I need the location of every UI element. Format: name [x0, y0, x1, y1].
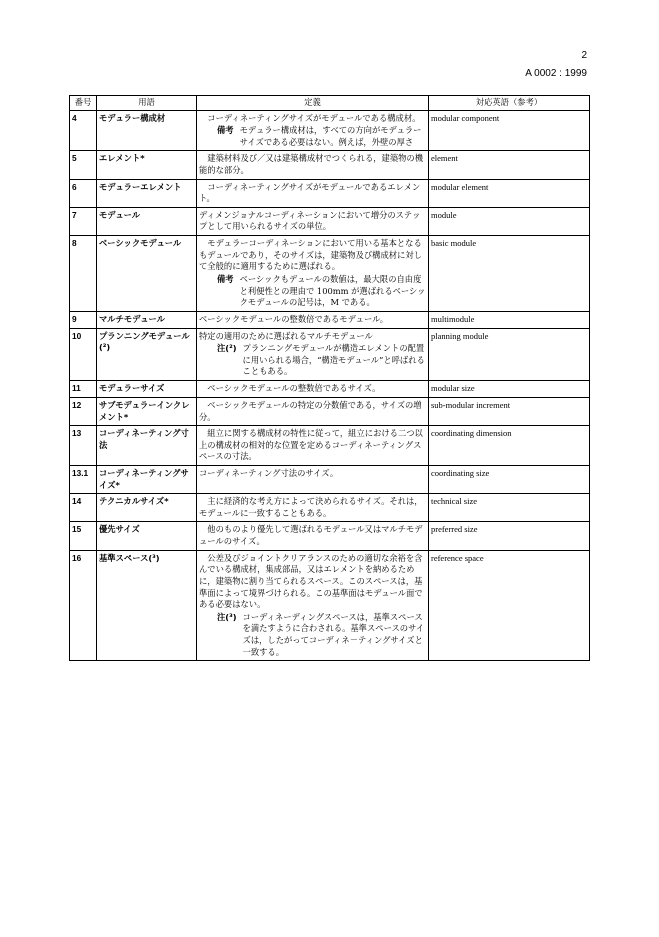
definition-text: 公差及びジョイントクリアランスのための適切な余裕を含んでいる構成材，集成部品，又はエレメントを納めるために，建築物に割り当てられるスペース。このスペースは，基準面によって境界づけられる。この基準面はモデュール面である必要はない。 [199, 552, 423, 610]
note-text: プランニングモデュールが構造エレメントの配置に用いられる場合，“構造モデュール”と呼ばれることもある。 [242, 343, 425, 377]
row-english: coordinating dimension [429, 426, 590, 466]
row-definition [197, 426, 429, 466]
definition-text: ディメンジョナルコーディネーションにおいて増分のステップとして用いられるサイズの単位。 [199, 209, 421, 232]
definition-text: コーディネーティングサイズがモデュールであるエレメント。 [199, 181, 421, 204]
row-number: 10 [70, 328, 97, 380]
table-row [70, 494, 590, 522]
table-row [70, 311, 590, 328]
table-row [70, 381, 590, 398]
row-term: ベーシックモデュール [97, 236, 197, 312]
row-definition [197, 522, 429, 550]
row-english: module [429, 207, 590, 235]
definition-text: コーディネーティングサイズがモデュールである構成材。 [199, 112, 421, 123]
row-term: 優先サイズ [97, 522, 197, 550]
row-number: 15 [70, 522, 97, 550]
row-definition [197, 236, 429, 312]
row-definition [197, 494, 429, 522]
row-definition [197, 328, 429, 380]
row-number: 16 [70, 550, 97, 660]
row-definition [197, 179, 429, 207]
row-term: モデュラー構成材 [97, 110, 197, 151]
row-definition [197, 397, 429, 425]
row-definition [197, 207, 429, 235]
table-row [70, 110, 590, 151]
row-term: モデュラーエレメント [97, 179, 197, 207]
row-term: 基準スペース(³) [97, 550, 197, 660]
row-term: コーディネーティング寸法 [97, 426, 197, 466]
definition-text: 建築材料及び／又は建築構成材でつくられる，建築物の機能的な部分。 [199, 153, 424, 176]
note-label: 備考 [217, 273, 234, 284]
row-term: サブモデュラーインクレメント* [97, 397, 197, 425]
table-row [70, 426, 590, 466]
table-row [70, 550, 590, 660]
row-number: 11 [70, 381, 97, 398]
row-term: エレメント* [97, 151, 197, 179]
row-term: プランニングモデュール(²) [97, 328, 197, 380]
definition-text: ベーシックモデュールの特定の分数値である，サイズの増分。 [199, 399, 422, 422]
row-definition [197, 151, 429, 179]
row-english: modular element [429, 179, 590, 207]
row-number: 14 [70, 494, 97, 522]
definition-text: 主に経済的な考え方によって決められるサイズ。それは，モデュールに一致することもある。 [199, 496, 423, 518]
row-english: coordinating size [429, 466, 590, 494]
row-english: basic module [429, 236, 590, 312]
note-label: 注(²) [217, 343, 237, 354]
row-english: sub-modular increment [429, 397, 590, 425]
table-body [70, 110, 590, 661]
table-row [70, 328, 590, 380]
header-number: 番号 [70, 96, 97, 111]
note-text: モデュラー構成材は，すべての方向がモデュラーサイズである必要はない。例えば，外壁の厚さ [239, 125, 422, 147]
row-english: reference space [429, 550, 590, 660]
definition-note [199, 343, 426, 378]
note-text: コーディネーディングスペースは，基準スペースを満たすように合わされる。基準スペースのサイズは，したがってコーディネ－ティングサイズと一致する。 [242, 611, 425, 657]
row-english: planning module [429, 328, 590, 380]
row-definition [197, 110, 429, 151]
definition-text: ベーシックモデュールの整数倍であるサイズ。 [199, 383, 381, 394]
row-number: 9 [70, 311, 97, 328]
row-number: 12 [70, 397, 97, 425]
page-number: 2 [581, 50, 587, 61]
definition-text: ベーシックモデュールの整数倍であるモデュール。 [199, 313, 389, 324]
table-row [70, 522, 590, 550]
terms-table [69, 95, 590, 661]
table-row [70, 236, 590, 312]
definition-text: モデュラーコーディネーションにおいて用いる基本となるもデュールであり，そのサイズは，建築物及び構成材に対して全般的に適用するために選ばれる。 [199, 238, 422, 272]
row-term: テクニカルサイズ* [97, 494, 197, 522]
row-number: 13.1 [70, 466, 97, 494]
row-english: preferred size [429, 522, 590, 550]
row-definition [197, 466, 429, 494]
row-english: technical size [429, 494, 590, 522]
header-definition: 定義 [197, 96, 429, 111]
definition-text: 特定の適用のために選ばれるマルチモデュール [199, 330, 373, 341]
definition-note [199, 274, 426, 309]
table-row [70, 151, 590, 179]
row-number: 7 [70, 207, 97, 235]
table-row [70, 207, 590, 235]
table-row [70, 466, 590, 494]
row-definition [197, 381, 429, 398]
row-english: modular size [429, 381, 590, 398]
table-header-row [70, 96, 590, 111]
row-term: コーディネーティングサイズ* [97, 466, 197, 494]
row-definition [197, 550, 429, 660]
row-definition [197, 311, 429, 328]
header-english: 対応英語（参考） [429, 96, 590, 111]
row-english: modular component [429, 110, 590, 151]
table-row [70, 179, 590, 207]
row-number: 5 [70, 151, 97, 179]
definition-text: コーディネーティング寸法のサイズ。 [199, 468, 339, 479]
definition-note [199, 125, 426, 148]
header-term: 用語 [97, 96, 197, 111]
row-term: モデュラーサイズ [97, 381, 197, 398]
note-text: ベーシックもデュールの数値は，最大限の自由度と利便性との理由で 100mm が選ばれるベーシックモデュールの記号は，M である。 [239, 273, 426, 308]
row-number: 8 [70, 236, 97, 312]
row-term: マルチモデュール [97, 311, 197, 328]
row-term: モデュール [97, 207, 197, 235]
row-number: 13 [70, 426, 97, 466]
document-code: A 0002 : 1999 [525, 68, 587, 79]
row-number: 4 [70, 110, 97, 151]
table-row [70, 397, 590, 425]
row-english: multimodule [429, 311, 590, 328]
row-number: 6 [70, 179, 97, 207]
note-label: 注(³) [217, 611, 237, 622]
definition-text: 他のものより優先して選ばれるモデュール又はマルチモデュールのサイズ。 [199, 524, 423, 547]
row-english: element [429, 151, 590, 179]
note-label: 備考 [217, 125, 234, 136]
definition-text: 組立に関する構成材の特性に従って，組立における二つ以上の構成材の相対的な位置を定めるコーディネーティングスペースの寸法。 [199, 428, 423, 462]
definition-note [199, 612, 426, 658]
